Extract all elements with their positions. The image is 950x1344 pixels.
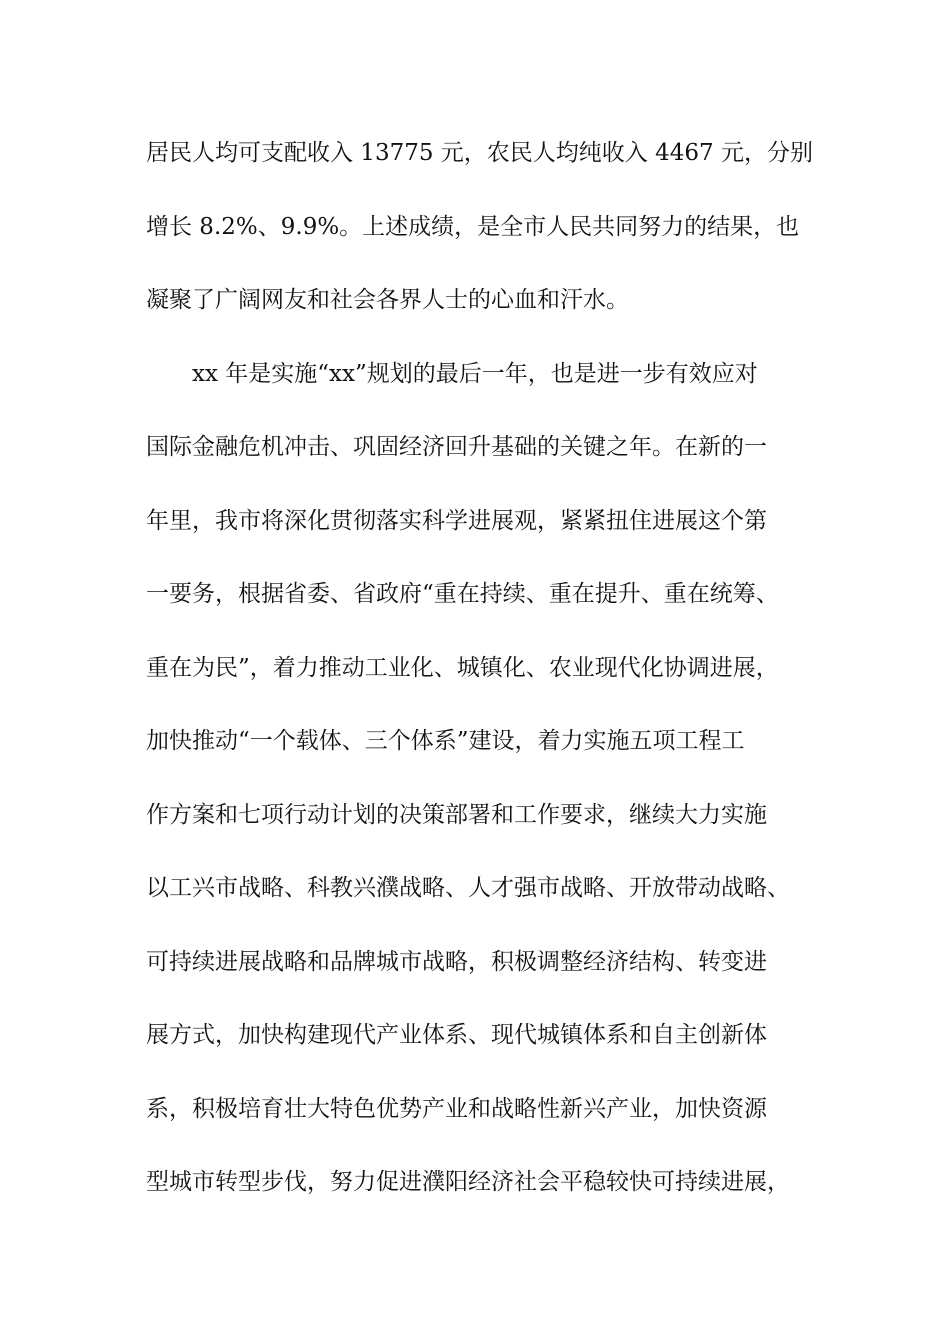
document-body — [146, 130, 826, 1233]
text-line: 作方案和七项行动计划的决策部署和工作要求，继续大力实施 — [146, 801, 767, 828]
text-line: 增长 8.2%、9.9%。上述成绩，是全市人民共同努力的结果，也 — [146, 213, 800, 240]
text-line: 一要务，根据省委、省政府“重在持续、重在提升、重在统筹、 — [146, 581, 779, 607]
text-line: 国际金融危机冲击、巩固经济回升基础的关键之年。在新的一 — [146, 434, 767, 460]
text-line: 型城市转型步伐，努力促进濮阳经济社会平稳较快可持续进展， — [146, 1169, 790, 1195]
text-line: 以工兴市战略、科教兴濮战略、人才强市战略、开放带动战略、 — [146, 875, 790, 901]
text-line: 系，积极培育壮大特色优势产业和战略性新兴产业，加快资源 — [146, 1095, 767, 1122]
text-line: 可持续进展战略和品牌城市战略，积极调整经济结构、转变进 — [146, 948, 767, 975]
text-line: 重在为民”，着力推动工业化、城镇化、农业现代化协调进展， — [146, 654, 779, 681]
text-line: 加快推动“一个载体、三个体系”建设，着力实施五项工程工 — [146, 728, 745, 754]
paragraph-first-line: xx 年是实施“xx”规划的最后一年，也是进一步有效应对 — [192, 360, 758, 387]
text-line: 凝聚了广阔网友和社会各界人士的心血和汗水。 — [146, 287, 629, 313]
text-line: 居民人均可支配收入 13775 元，农民人均纯收入 4467 元，分别 — [146, 140, 813, 166]
text-line: 展方式，加快构建现代产业体系、现代城镇体系和自主创新体 — [146, 1022, 767, 1048]
text-line: 年里，我市将深化贯彻落实科学进展观，紧紧扭住进展这个第 — [146, 507, 767, 534]
